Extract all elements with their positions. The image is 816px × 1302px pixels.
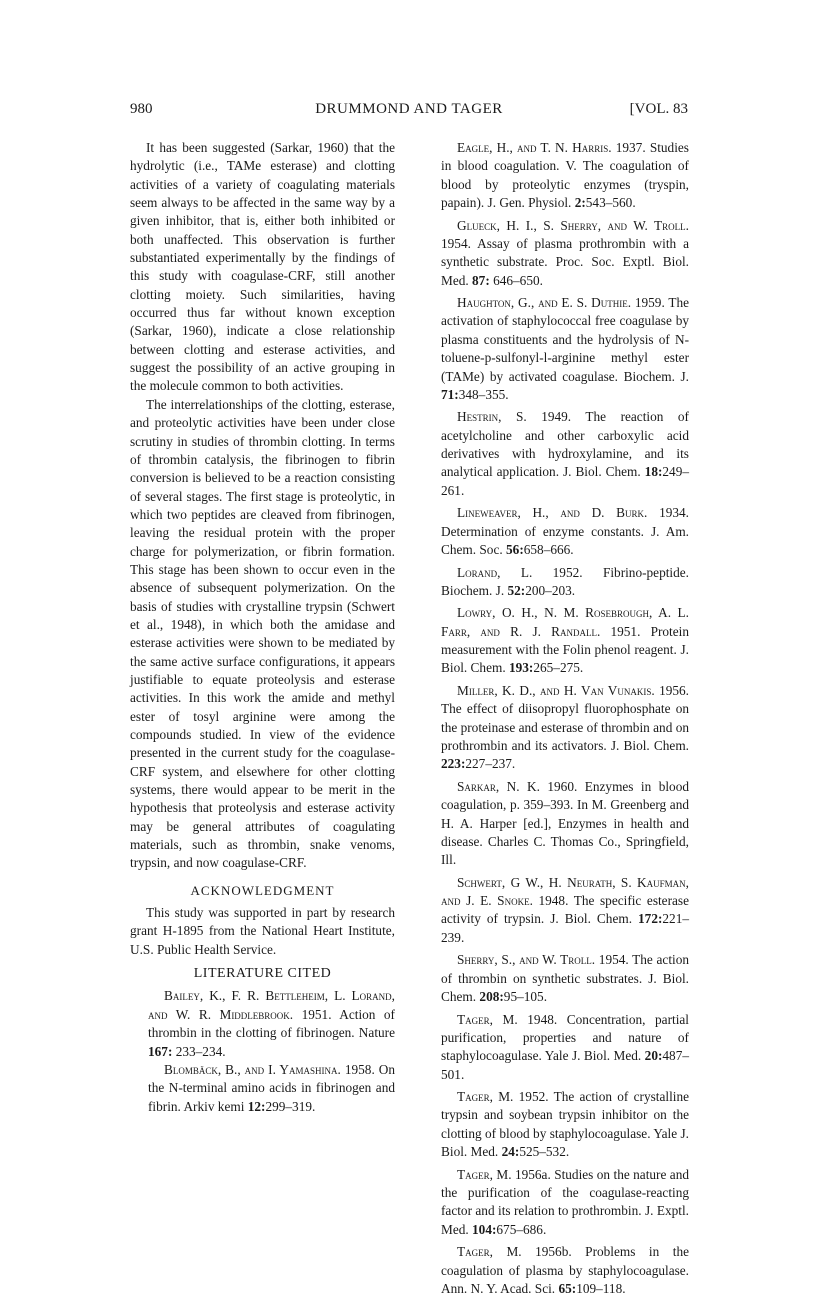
- reference-body: 1934. Determination of enzyme constants. J. Am. Chem. Soc.: [441, 505, 689, 557]
- acknowledgment-heading: ACKNOWLEDGMENT: [190, 882, 335, 898]
- reference-body: 1948. Concentration, partial purification, properties and nature of staphylocoagulase. Yale J. Biol. Med.: [441, 1011, 689, 1064]
- reference-entry: [423, 408, 689, 500]
- reference-body: 1951. Protein measurement with the Folin phenol reagent. J. Biol. Chem.: [441, 623, 689, 676]
- reference-pages: 348–355.: [458, 386, 509, 402]
- reference-entry: [423, 1088, 689, 1161]
- reference-pages: 675–686.: [496, 1221, 547, 1237]
- reference-pages: 487–501.: [441, 1048, 689, 1082]
- body-paragraph: The interrelationships of the clotting, esterase, and proteolytic activities have been under close scrutiny in studies of thrombin clotting. In terms of thrombin catalysis, the fibrinogen to fibrin conversion is believed to be a reaction consisting of several stages. The first stage is proteolytic, in which two peptides are cleaved from fibrinogen, leaving the residual protein with the proper charge for polymerization, or fibrin formation. This stage has been shown to occur even in the absence of subsequent polymerization. On the basis of studies with crystalline trypsin (Schwert et al., 1948), in which both the amidase and esterase activities were shown to be mediated by the same active surface configurations, it appears justifiable to equate proteolysis and esterase activities. In this work the amide and methyl ester of tosyl arginine were among the compounds studied. In view of the evidence presented in the current study for the coagulase-CRF system, and elsewhere for other clotting systems, there would appear to be merit in the hypothesis that proteolysis and esterase activity may be general attributes of coagulating materials, such as thrombin, snake venoms, trypsin, and now coagulase-CRF.: [130, 396, 395, 871]
- reference-authors: Sarkar, N. K.: [457, 778, 540, 794]
- reference-entry: [423, 874, 689, 947]
- running-header: [130, 101, 688, 123]
- reference-authors: Tager, M.: [457, 1244, 522, 1260]
- reference-body: 1956b. Problems in the coagulation of plasma by staphylocoagulase. Ann. N. Y. Acad. Sci.: [441, 1244, 690, 1296]
- reference-authors: Miller, K. D., and H. Van Vunakis.: [457, 682, 655, 698]
- reference-body: 1952. Fibrino-peptide. Biochem. J.: [441, 564, 689, 598]
- reference-entry: [130, 987, 395, 1060]
- reference-authors: Sherry, S., and W. Troll.: [457, 952, 596, 968]
- reference-body: 1949. The reaction of acetylcholine and other carboxylic acid derivatives with hydroxylamine, and its analytical application. J. Biol. Chem.: [441, 409, 689, 480]
- reference-authors: Glueck, H. I., S. Sherry, and W. Troll.: [457, 217, 689, 233]
- reference-entry: [423, 682, 689, 774]
- body-paragraph: It has been suggested (Sarkar, 1960) that the hydrolytic (i.e., TAMe esterase) and clotting activities of a variety of coagulating materials seem always to be affected in the same way by a given inhibitor, that is, either both inhibited or both unaffected. This observation is further substantiated experimentally by the findings of this study with coagulase-CRF, still another clotting moiety. Such similarities, having occurred thus far without known exception (Sarkar, 1960), indicate a close relationship between clotting and esterase activities, and suggest the possibility of an active grouping in the molecule common to both activities.: [130, 140, 395, 394]
- reference-pages: 221–239.: [441, 911, 689, 945]
- reference-volume: 208:: [479, 989, 504, 1004]
- reference-volume: 24:: [501, 1144, 520, 1160]
- reference-authors: Haughton, G., and E. S. Duthie.: [457, 295, 632, 311]
- reference-pages: 646–650.: [489, 272, 543, 288]
- left-column: [130, 139, 395, 1116]
- reference-entry: [423, 778, 689, 870]
- reference-entry: [130, 1061, 395, 1116]
- reference-body: 1960. Enzymes in blood coagulation, p. 359–393. In M. Greenberg and H. A. Harper [ed.], Enzymes in health and disease. Charles C. Thomas Co., Springfield, Ill.: [441, 778, 689, 868]
- reference-pages: 525–532.: [519, 1144, 570, 1160]
- reference-volume: 20:: [644, 1048, 663, 1064]
- reference-entry: [423, 1011, 689, 1084]
- reference-entry: [423, 564, 689, 601]
- right-column: [423, 139, 689, 1302]
- reference-volume: 104:: [472, 1221, 497, 1237]
- reference-pages: 299–319.: [265, 1098, 316, 1114]
- reference-volume: 167:: [148, 1043, 173, 1059]
- reference-authors: Hestrin, S.: [457, 409, 527, 425]
- reference-authors: Tager, M.: [457, 1089, 514, 1105]
- reference-volume: 18:: [644, 464, 663, 480]
- reference-pages: 227–237.: [465, 756, 516, 772]
- reference-pages: 265–275.: [533, 660, 584, 676]
- reference-pages: 233–234.: [172, 1043, 226, 1059]
- reference-pages: 658–666.: [523, 541, 574, 557]
- reference-authors: Bailey, K., F. R. Bettleheim, L. Lorand, and W. R. Middlebrook.: [148, 988, 395, 1022]
- reference-volume: 52:: [507, 582, 526, 598]
- reference-entry: [423, 294, 689, 404]
- reference-authors: Eagle, H., and T. N. Harris.: [457, 140, 612, 155]
- volume-label: [VOL. 83: [629, 101, 688, 117]
- reference-pages: 95–105.: [503, 989, 548, 1004]
- reference-body: 1956a. Studies on the nature and the purification of the coagulase-reacting factor and its relation to prothrombin. J. Exptl. Med.: [441, 1166, 690, 1237]
- reference-entry: [423, 1166, 689, 1239]
- reference-volume: 65:: [558, 1280, 577, 1296]
- reference-entry: [423, 217, 689, 290]
- reference-body: 1948. The specific esterase activity of trypsin. J. Biol. Chem.: [441, 893, 689, 927]
- reference-volume: 193:: [508, 660, 534, 676]
- reference-volume: 172:: [638, 911, 663, 927]
- reference-entry: [423, 504, 689, 559]
- reference-body: 1952. The action of crystalline trypsin and soybean trypsin inhibitor on the clotting of blood by staphylocoagulase. Yale J. Biol. Med.: [441, 1089, 690, 1160]
- reference-body: 1951. Action of thrombin in the clotting of fibrinogen. Nature: [148, 1006, 395, 1041]
- reference-volume: 12:: [247, 1098, 266, 1114]
- reference-pages: 543–560.: [585, 195, 636, 211]
- reference-pages: 109–118.: [576, 1280, 626, 1296]
- reference-body: 1956. The effect of diisopropyl fluorophosphate on the proteinase and esterase of thrombin and on prothrombin and its activators. J. Biol. Chem.: [441, 682, 689, 753]
- acknowledgment-text: This study was supported in part by research grant H-1895 from the National Heart Institute, U.S. Public Health Service.: [130, 905, 395, 957]
- reference-list-right: [423, 139, 689, 1298]
- reference-volume: 87:: [472, 272, 490, 288]
- reference-authors: Lowry, O. H., N. M. Rosebrough, A. L. Farr, and R. J. Randall.: [441, 605, 689, 639]
- reference-authors: Lorand, L.: [457, 564, 533, 580]
- reference-body: 1958. On the N-terminal amino acids in fibrinogen and fibrin. Arkiv kemi: [148, 1061, 395, 1114]
- literature-cited-heading: LITERATURE CITED: [193, 966, 332, 982]
- reference-volume: 56:: [506, 541, 524, 557]
- reference-body: 1954. Assay of plasma prothrombin with a synthetic substrate. Proc. Soc. Exptl. Biol. Med.: [441, 235, 689, 288]
- reference-pages: 200–203.: [525, 582, 576, 598]
- reference-body: 1954. The action of thrombin on synthetic substrates. J. Biol. Chem.: [441, 952, 690, 1004]
- page-number: 980: [130, 101, 153, 117]
- reference-authors: Schwert, G W., H. Neurath, S. Kaufman, and J. E. Snoke.: [441, 874, 689, 909]
- reference-authors: Lineweaver, H., and D. Burk.: [457, 505, 648, 521]
- reference-entry: [423, 951, 689, 1006]
- reference-body: 1937. Studies in blood coagulation. V. The coagulation of blood by proteolytic enzymes (tryspin, papain). J. Gen. Physiol.: [441, 140, 689, 211]
- reference-volume: 71:: [441, 386, 459, 402]
- reference-entry: [423, 1243, 689, 1298]
- reference-authors: Tager, M.: [457, 1011, 518, 1027]
- running-title: DRUMMOND AND TAGER: [315, 101, 503, 117]
- reference-pages: 249–261.: [441, 464, 689, 498]
- reference-entry: [423, 604, 689, 677]
- reference-entry: [423, 139, 689, 212]
- reference-authors: Blombäck, B., and I. Yamashina.: [164, 1061, 341, 1077]
- reference-list-left: [130, 987, 395, 1115]
- reference-body: 1959. The activation of staphylococcal free coagulase by plasma constituents and the hydrolysis of N-toluene-p-sulfonyl-l-arginine methyl ester (TAMe) by activated coagulase. Biochem. J.: [441, 295, 689, 384]
- reference-authors: Tager, M.: [457, 1166, 512, 1182]
- reference-volume: 223:: [441, 756, 466, 772]
- reference-volume: 2:: [574, 195, 586, 211]
